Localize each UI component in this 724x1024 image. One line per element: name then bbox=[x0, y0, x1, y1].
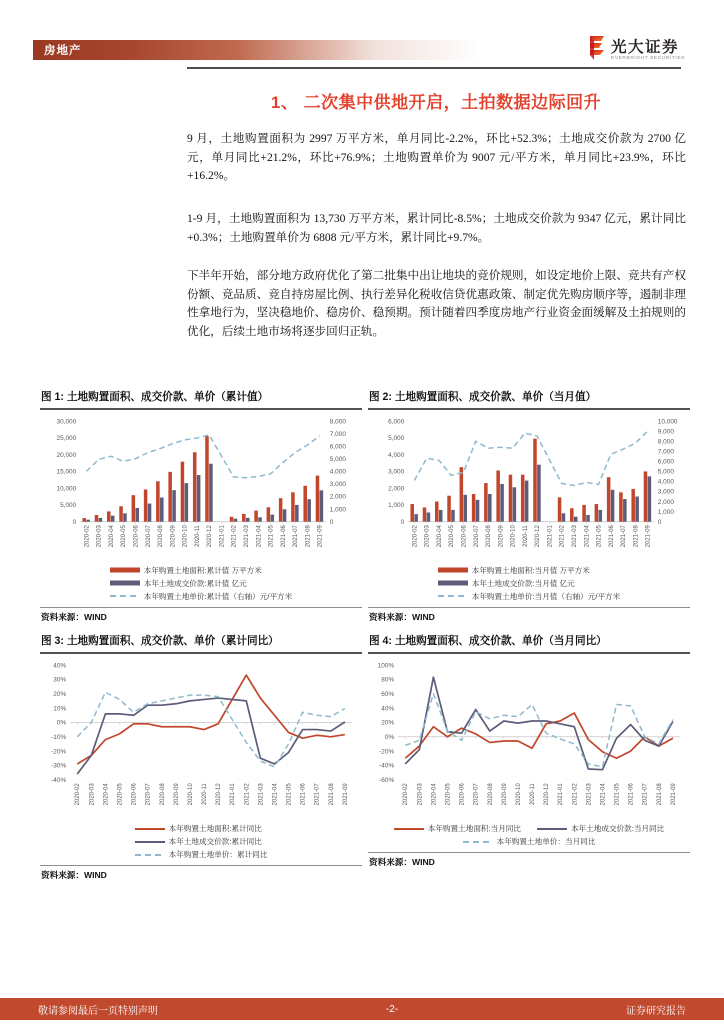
svg-text:2021-01: 2021-01 bbox=[219, 525, 226, 548]
svg-text:2020-05: 2020-05 bbox=[449, 525, 456, 548]
legend-label: 本年购置土地面积:累计同比 bbox=[168, 824, 262, 834]
svg-text:2021-02: 2021-02 bbox=[231, 525, 238, 548]
figure-3-chart bbox=[40, 657, 362, 827]
svg-text:1,000: 1,000 bbox=[657, 508, 674, 516]
svg-text:2021-07: 2021-07 bbox=[314, 783, 321, 806]
header-category-bar bbox=[33, 40, 489, 60]
svg-text:2020-07: 2020-07 bbox=[145, 783, 152, 806]
svg-text:3,000: 3,000 bbox=[657, 488, 674, 496]
svg-text:2,000: 2,000 bbox=[329, 493, 346, 501]
svg-text:2020-08: 2020-08 bbox=[158, 525, 165, 548]
svg-text:2020-07: 2020-07 bbox=[473, 525, 480, 548]
svg-text:2020-03: 2020-03 bbox=[424, 525, 431, 548]
svg-text:-30%: -30% bbox=[51, 762, 67, 770]
figure-1-legend bbox=[110, 565, 293, 602]
figure-4-title: 图 4: 土地购置面积、成交价款、单价（当月同比） bbox=[368, 632, 690, 654]
svg-text:40%: 40% bbox=[381, 705, 395, 713]
legend-item bbox=[438, 565, 590, 576]
figure-1-chart bbox=[40, 413, 362, 569]
figure-4 bbox=[368, 632, 690, 868]
svg-text:80%: 80% bbox=[381, 676, 395, 684]
figure-3-legend bbox=[135, 823, 268, 860]
legend-label: 本年土地成交价款:当月值 亿元 bbox=[471, 578, 575, 588]
svg-text:2021-05: 2021-05 bbox=[596, 525, 603, 548]
svg-text:-20%: -20% bbox=[51, 748, 67, 756]
svg-text:2021-08: 2021-08 bbox=[328, 783, 335, 806]
paragraph-3: 下半年开始，部分地方政府优化了第二批集中出让地块的竞价规则，如设定地价上限、竞共有产权份额、竞品质、竞自持房屋比例、执行差异化税收信贷优惠政策、制定优先购房顺序等，遏制非理性拿地行为，坚决稳地价、稳房价、稳预期。预计随着四季度房地产行业资金面缓解及土拍规则的优化，后续土地市场将逐步回归正轨。 bbox=[187, 269, 686, 338]
svg-text:2020-04: 2020-04 bbox=[108, 525, 115, 548]
legend-item bbox=[394, 823, 521, 834]
svg-text:2021-04: 2021-04 bbox=[272, 783, 279, 806]
brand-subtitle: EVERBRIGHT SECURITIES bbox=[611, 56, 685, 62]
legend-label: 本年购置土地单价:累计值（右轴）元/平方米 bbox=[143, 591, 293, 601]
figure-3-source: 资料来源：WIND bbox=[40, 865, 362, 881]
svg-text:2021-09: 2021-09 bbox=[342, 783, 349, 806]
legend-item bbox=[135, 823, 262, 834]
legend-item bbox=[110, 565, 262, 576]
legend-item bbox=[438, 578, 575, 589]
svg-text:2021-02: 2021-02 bbox=[244, 783, 251, 806]
svg-text:2020-11: 2020-11 bbox=[522, 525, 529, 547]
svg-text:5,000: 5,000 bbox=[657, 468, 674, 476]
everbright-logo-icon bbox=[589, 36, 606, 66]
svg-text:2020-12: 2020-12 bbox=[544, 783, 551, 806]
svg-text:2021-06: 2021-06 bbox=[280, 525, 287, 548]
figure-1 bbox=[40, 388, 362, 623]
svg-text:5,000: 5,000 bbox=[60, 502, 77, 510]
svg-text:-40%: -40% bbox=[379, 762, 395, 770]
svg-text:30,000: 30,000 bbox=[56, 418, 77, 426]
svg-text:2021-07: 2021-07 bbox=[642, 783, 649, 806]
svg-text:4,000: 4,000 bbox=[329, 468, 346, 476]
svg-text:2020-08: 2020-08 bbox=[159, 783, 166, 806]
svg-text:-10%: -10% bbox=[51, 733, 67, 741]
svg-text:2021-06: 2021-06 bbox=[628, 783, 635, 806]
header-rule bbox=[187, 67, 681, 69]
figure-4-source: 资料来源：WIND bbox=[368, 852, 690, 868]
legend-label: 本年购置土地面积:当月同比 bbox=[427, 824, 521, 834]
svg-text:2020-10: 2020-10 bbox=[515, 783, 522, 806]
svg-text:2020-02: 2020-02 bbox=[75, 783, 82, 806]
footer-disclaimer: 敬请参阅最后一页特别声明 bbox=[38, 1005, 158, 1017]
figure-1-source: 资料来源：WIND bbox=[40, 607, 362, 623]
svg-text:0: 0 bbox=[657, 518, 662, 526]
svg-text:100%: 100% bbox=[377, 662, 395, 670]
legend-item bbox=[463, 836, 596, 847]
legend-label: 本年土地成交价款:当月同比 bbox=[571, 824, 665, 834]
svg-text:30%: 30% bbox=[53, 676, 67, 684]
svg-text:0%: 0% bbox=[56, 719, 67, 727]
footer-report-type: 证券研究报告 bbox=[625, 1005, 686, 1017]
svg-text:60%: 60% bbox=[381, 690, 395, 698]
svg-text:2020-11: 2020-11 bbox=[194, 525, 201, 547]
svg-text:2020-10: 2020-10 bbox=[510, 525, 517, 548]
svg-text:2020-06: 2020-06 bbox=[133, 525, 140, 548]
figure-2-source: 资料来源：WIND bbox=[368, 607, 690, 623]
brand-name: 光大证券 bbox=[611, 38, 680, 56]
svg-text:2020-10: 2020-10 bbox=[182, 525, 189, 548]
svg-text:2021-04: 2021-04 bbox=[584, 525, 591, 548]
svg-text:20,000: 20,000 bbox=[56, 451, 77, 459]
svg-text:2020-02: 2020-02 bbox=[412, 525, 419, 548]
svg-text:2021-04: 2021-04 bbox=[600, 783, 607, 806]
svg-text:0: 0 bbox=[329, 518, 334, 526]
svg-text:8,000: 8,000 bbox=[329, 418, 346, 426]
svg-text:1,000: 1,000 bbox=[329, 506, 346, 514]
svg-text:2020-12: 2020-12 bbox=[207, 525, 214, 548]
svg-text:10,000: 10,000 bbox=[56, 485, 77, 493]
svg-text:2020-03: 2020-03 bbox=[417, 783, 424, 806]
figure-3 bbox=[40, 632, 362, 881]
svg-text:2021-03: 2021-03 bbox=[586, 783, 593, 806]
svg-text:6,000: 6,000 bbox=[388, 418, 405, 426]
svg-text:2021-02: 2021-02 bbox=[559, 525, 566, 548]
legend-item bbox=[537, 823, 664, 834]
figure-3-title: 图 3: 土地购置面积、成交价款、单价（累计同比） bbox=[40, 632, 362, 654]
svg-text:2020-09: 2020-09 bbox=[173, 783, 180, 806]
svg-text:2021-09: 2021-09 bbox=[645, 525, 652, 548]
svg-text:2020-09: 2020-09 bbox=[498, 525, 505, 548]
page-number: -2- bbox=[385, 1003, 399, 1015]
figure-4-chart bbox=[368, 657, 690, 827]
svg-text:2020-05: 2020-05 bbox=[121, 525, 128, 548]
svg-text:2020-09: 2020-09 bbox=[170, 525, 177, 548]
svg-text:-40%: -40% bbox=[51, 776, 67, 784]
legend-label: 本年购置土地面积:累计值 万平方米 bbox=[143, 565, 262, 575]
legend-item bbox=[110, 578, 247, 589]
svg-text:2021-03: 2021-03 bbox=[571, 525, 578, 548]
svg-text:4,000: 4,000 bbox=[388, 451, 405, 459]
svg-text:20%: 20% bbox=[53, 690, 67, 698]
svg-text:2021-03: 2021-03 bbox=[243, 525, 250, 548]
brand-logo bbox=[589, 36, 685, 66]
legend-item bbox=[135, 849, 268, 860]
svg-text:2020-07: 2020-07 bbox=[145, 525, 152, 548]
figure-2-legend bbox=[438, 565, 621, 602]
svg-text:2021-09: 2021-09 bbox=[317, 525, 324, 548]
svg-text:2021-06: 2021-06 bbox=[608, 525, 615, 548]
svg-text:2,000: 2,000 bbox=[388, 485, 405, 493]
svg-text:2020-06: 2020-06 bbox=[461, 525, 468, 548]
svg-text:5,000: 5,000 bbox=[388, 435, 405, 443]
svg-text:2020-02: 2020-02 bbox=[403, 783, 410, 806]
svg-text:2020-12: 2020-12 bbox=[216, 783, 223, 806]
figure-1-title: 图 1: 土地购置面积、成交价款、单价（累计值） bbox=[40, 388, 362, 410]
legend-item bbox=[438, 591, 621, 602]
svg-text:2021-01: 2021-01 bbox=[230, 783, 237, 806]
legend-label: 本年购置土地单价:当月值（右轴）元/平方米 bbox=[471, 591, 621, 601]
svg-text:0: 0 bbox=[400, 518, 405, 526]
svg-text:2020-07: 2020-07 bbox=[473, 783, 480, 806]
svg-text:2020-04: 2020-04 bbox=[431, 783, 438, 806]
legend-label: 本年购置土地单价：累计同比 bbox=[168, 850, 268, 860]
svg-text:2020-04: 2020-04 bbox=[103, 783, 110, 806]
svg-text:6,000: 6,000 bbox=[657, 458, 674, 466]
svg-text:9,000: 9,000 bbox=[657, 428, 674, 436]
paragraph-1: 9 月，土地购置面积为 2997 万平方米，单月同比-2.2%，环比+52.3%；土地成交价款为 2700 亿元，单月同比+21.2%，环比+76.9%；土地购置单价为 9007 元/平方米，单月同比+23.9%，环比+16.2%。 bbox=[187, 132, 686, 183]
svg-text:2020-05: 2020-05 bbox=[445, 783, 452, 806]
svg-text:7,000: 7,000 bbox=[657, 448, 674, 456]
svg-text:5,000: 5,000 bbox=[329, 455, 346, 463]
footer-bar bbox=[0, 998, 724, 1020]
svg-text:4,000: 4,000 bbox=[657, 478, 674, 486]
figure-2 bbox=[368, 388, 690, 623]
legend-label: 本年土地成交价款:累计值 亿元 bbox=[143, 578, 247, 588]
svg-text:2020-06: 2020-06 bbox=[459, 783, 466, 806]
svg-text:2021-08: 2021-08 bbox=[305, 525, 312, 548]
svg-text:0%: 0% bbox=[384, 733, 395, 741]
category-label: 房地产 bbox=[44, 45, 82, 57]
svg-text:2,000: 2,000 bbox=[657, 498, 674, 506]
figure-2-chart bbox=[368, 413, 690, 569]
brand-text bbox=[611, 40, 685, 62]
svg-text:2021-02: 2021-02 bbox=[572, 783, 579, 806]
svg-text:2020-09: 2020-09 bbox=[501, 783, 508, 806]
legend-label: 本年购置土地面积:当月值 万平方米 bbox=[471, 565, 590, 575]
svg-text:2021-07: 2021-07 bbox=[621, 525, 628, 548]
svg-text:2021-08: 2021-08 bbox=[633, 525, 640, 548]
svg-text:2020-11: 2020-11 bbox=[202, 783, 209, 805]
svg-text:2020-06: 2020-06 bbox=[131, 783, 138, 806]
svg-text:2020-05: 2020-05 bbox=[117, 783, 124, 806]
svg-text:2021-05: 2021-05 bbox=[286, 783, 293, 806]
svg-text:2020-08: 2020-08 bbox=[486, 525, 493, 548]
svg-text:2021-03: 2021-03 bbox=[258, 783, 265, 806]
svg-text:2021-01: 2021-01 bbox=[558, 783, 565, 806]
svg-text:2020-08: 2020-08 bbox=[487, 783, 494, 806]
paragraph-2: 1-9 月，土地购置面积为 13,730 万平方米，累计同比-8.5%；土地成交价款为 9347 亿元，累计同比+0.3%；土地购置单价为 6808 元/平方米，累计同比+9.7%。 bbox=[187, 212, 686, 244]
svg-text:8,000: 8,000 bbox=[657, 438, 674, 446]
figure-2-title: 图 2: 土地购置面积、成交价款、单价（当月值） bbox=[368, 388, 690, 410]
svg-text:0: 0 bbox=[72, 518, 77, 526]
svg-text:2021-05: 2021-05 bbox=[614, 783, 621, 806]
legend-label: 本年土地成交价款:累计同比 bbox=[168, 837, 262, 847]
svg-text:2021-08: 2021-08 bbox=[656, 783, 663, 806]
svg-text:1,000: 1,000 bbox=[388, 502, 405, 510]
svg-text:2020-02: 2020-02 bbox=[84, 525, 91, 548]
svg-text:2021-05: 2021-05 bbox=[268, 525, 275, 548]
svg-text:25,000: 25,000 bbox=[56, 435, 77, 443]
svg-text:7,000: 7,000 bbox=[329, 430, 346, 438]
svg-text:2020-11: 2020-11 bbox=[530, 783, 537, 805]
svg-text:3,000: 3,000 bbox=[329, 481, 346, 489]
svg-text:2021-07: 2021-07 bbox=[293, 525, 300, 548]
svg-text:-60%: -60% bbox=[379, 776, 395, 784]
svg-text:15,000: 15,000 bbox=[56, 468, 77, 476]
svg-text:3,000: 3,000 bbox=[388, 468, 405, 476]
svg-text:2020-10: 2020-10 bbox=[187, 783, 194, 806]
svg-text:2020-03: 2020-03 bbox=[89, 783, 96, 806]
svg-text:10,000: 10,000 bbox=[657, 418, 678, 426]
legend-item bbox=[135, 836, 262, 847]
svg-text:-20%: -20% bbox=[379, 748, 395, 756]
svg-text:6,000: 6,000 bbox=[329, 443, 346, 451]
svg-text:2021-09: 2021-09 bbox=[670, 783, 677, 806]
svg-text:10%: 10% bbox=[53, 705, 67, 713]
svg-text:2020-12: 2020-12 bbox=[535, 525, 542, 548]
svg-text:2021-04: 2021-04 bbox=[256, 525, 263, 548]
svg-text:40%: 40% bbox=[53, 662, 67, 670]
svg-text:2020-04: 2020-04 bbox=[436, 525, 443, 548]
legend-item bbox=[110, 591, 293, 602]
section-title: 1、 二次集中供地开启，土拍数据边际回升 bbox=[270, 93, 602, 112]
svg-text:2021-01: 2021-01 bbox=[547, 525, 554, 548]
svg-text:20%: 20% bbox=[381, 719, 395, 727]
legend-label: 本年购置土地单价：当月同比 bbox=[496, 837, 596, 847]
svg-text:2020-03: 2020-03 bbox=[96, 525, 103, 548]
svg-text:2021-06: 2021-06 bbox=[300, 783, 307, 806]
